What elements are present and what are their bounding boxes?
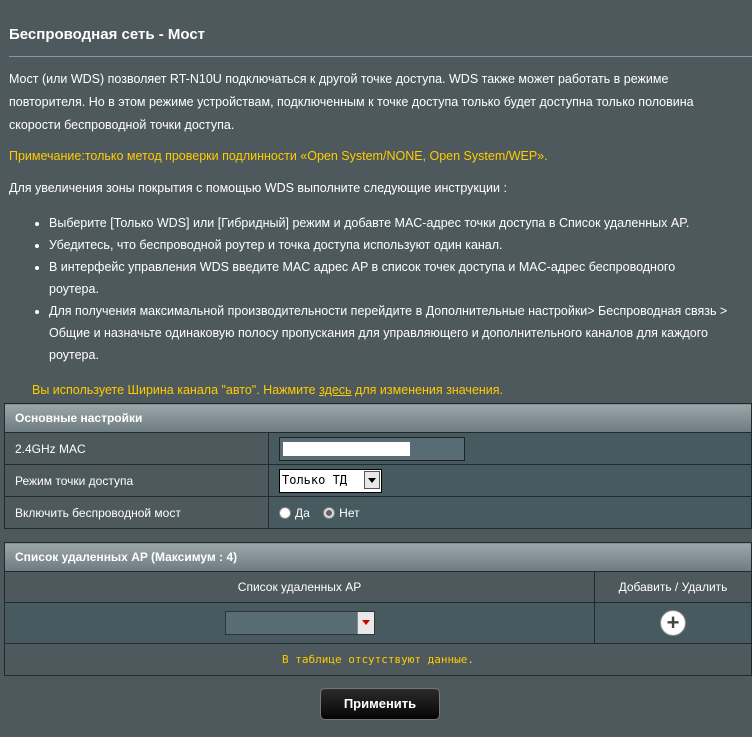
- bridge-no-label: Нет: [339, 505, 360, 520]
- page-title: Беспроводная сеть - Мост: [9, 26, 206, 43]
- bandwidth-change-link[interactable]: здесь: [319, 383, 352, 397]
- mac-value: [283, 442, 410, 456]
- auth-note: Примечание:только метод проверки подлинности «Open System/NONE, Open System/WEP».: [9, 149, 548, 163]
- add-cell: [595, 603, 752, 644]
- ap-mode-label: Режим точки доступа: [5, 465, 269, 497]
- bandwidth-note-text: Вы используете Ширина канала "авто". Нажмите: [32, 383, 320, 397]
- ap-mode-value: Только ТД: [282, 472, 348, 487]
- bridge-cell: [269, 497, 752, 529]
- instruction-line: Выберите [Только WDS] или [Гибридный] режим и добавте MAC-адрес точки доступа в Список удаленных AP.: [49, 216, 690, 230]
- title-divider: [9, 56, 752, 57]
- apply-button[interactable]: Применить: [320, 688, 440, 720]
- ap-mode-select[interactable]: [279, 469, 382, 493]
- instruction-item: [49, 256, 752, 300]
- mac-value-cell: [269, 433, 752, 465]
- instruction-line: Для получения максимальной производительности перейдите в Дополнительные настройки> Беспроводная связь >: [49, 304, 728, 318]
- description-line: Мост (или WDS) позволяет RT-N10U подключаться к другой точке доступа. WDS также может работать в режиме: [9, 72, 669, 86]
- bandwidth-note: [32, 380, 503, 400]
- bridge-label: Включить беспроводной мост: [5, 497, 269, 529]
- description-line: повторителя. Но в этом режиме устройствам, подключенным к точке доступа только будет доступна только половина: [9, 95, 694, 109]
- instruction-line: роутера.: [49, 282, 99, 296]
- mac-label: 2.4GHz MAC: [5, 433, 269, 465]
- remote-ap-select-cell: [5, 603, 595, 644]
- instruction-item: [49, 300, 752, 366]
- description: [9, 68, 752, 137]
- instruction-line: В интерфейс управления WDS введите MAC адрес AP в список точек доступа и MAC-адрес беспроводного: [49, 260, 676, 274]
- remote-ap-table: [4, 542, 752, 676]
- instructions-intro: Для увеличения зоны покрытия с помощью WDS выполните следующие инструкции :: [9, 181, 507, 195]
- bandwidth-note-text-end: для изменения значения.: [351, 383, 504, 397]
- remote-ap-select[interactable]: [225, 611, 375, 635]
- add-icon[interactable]: +: [660, 610, 686, 636]
- bridge-no-radio[interactable]: [323, 507, 335, 519]
- chevron-down-icon[interactable]: [357, 612, 374, 634]
- remote-ap-column-header: Список удаленных AP: [5, 572, 595, 603]
- instruction-line: Убедитесь, что беспроводной роутер и точка доступа используют один канал.: [49, 238, 503, 252]
- chevron-down-icon[interactable]: [364, 471, 380, 489]
- mac-field: [279, 437, 465, 461]
- instruction-line: Общие и назначьте одинаковую полосу пропускания для управляющего и дополнительного каналов для каждого: [49, 326, 708, 340]
- ap-mode-cell: [269, 465, 752, 497]
- description-line: скорости беспроводной точки доступа.: [9, 118, 235, 132]
- add-delete-column-header: Добавить / Удалить: [595, 572, 752, 603]
- instructions-list: [9, 212, 752, 366]
- instruction-item: [49, 234, 752, 256]
- empty-table-message: В таблице отсутствуют данные.: [5, 644, 752, 676]
- basic-settings-header: Основные настройки: [5, 404, 752, 433]
- basic-settings-table: [4, 403, 752, 529]
- instruction-item: [49, 212, 752, 234]
- instruction-line: роутера.: [49, 348, 99, 362]
- bridge-yes-label: Да: [295, 505, 310, 520]
- remote-ap-header: Список удаленных AP (Максимум : 4): [5, 543, 752, 572]
- bridge-yes-radio[interactable]: [279, 507, 291, 519]
